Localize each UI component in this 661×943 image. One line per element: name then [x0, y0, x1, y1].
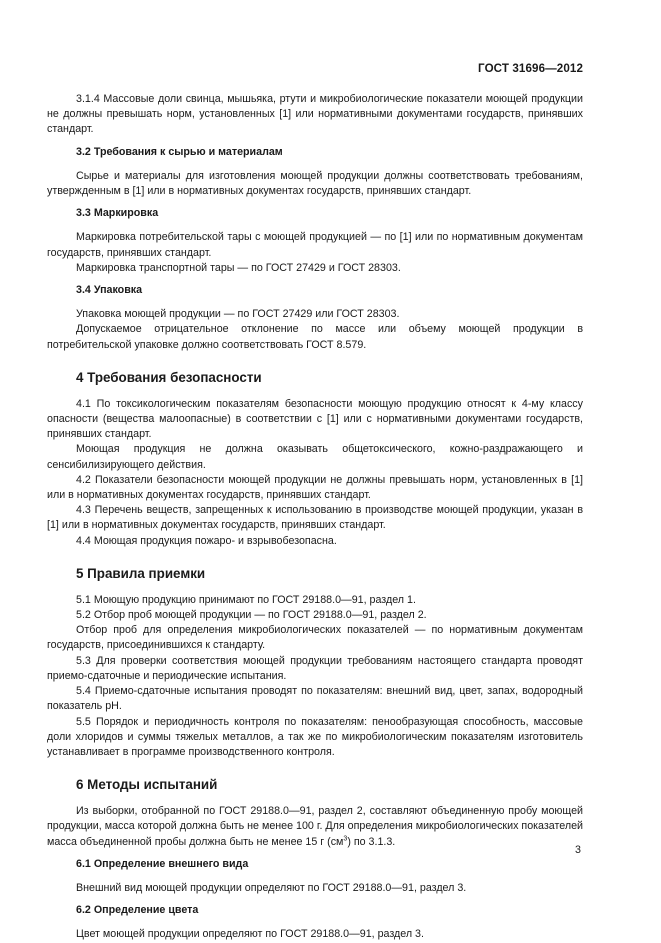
paragraph: Моющая продукция не должна оказывать общетоксического, кожно-раздражающего и сенсибилизирующего действия.: [47, 443, 583, 471]
paragraph: Из выборки, отобранной по ГОСТ 29188.0—91, раздел 2, составляют объединенную пробу моющей продукции, масса которой должна быть не менее 100 г. Для определения микробиологических показателей масса объединенной пробы должна быть не менее 15 г $(см^3)$ по 3.1.3.: [47, 805, 583, 848]
section-heading: 5 Правила приемки: [76, 565, 206, 581]
section-heading: 4 Требования безопасности: [76, 369, 262, 385]
subsection-heading: 6.1 Определение внешнего вида: [76, 857, 249, 870]
paragraph: Отбор проб для определения микробиологических показателей — по нормативным документам государств, присоединившихся к стандарту.: [47, 624, 583, 652]
subsection-heading: 3.3 Маркировка: [76, 207, 159, 220]
subsection-heading: 3.2 Требования к сырью и материалам: [76, 145, 283, 158]
paragraph: Цвет моющей продукции определяют по ГОСТ 29188.0—91, раздел 3.: [76, 928, 424, 941]
page-number: 3: [575, 844, 581, 856]
paragraph: Допускаемое отрицательное отклонение по массе или объему моющей продукции в потребительской упаковке должно соответствовать ГОСТ 8.579.: [47, 323, 583, 351]
paragraph: 5.1 Моющую продукцию принимают по ГОСТ 29188.0—91, раздел 1.: [76, 593, 416, 606]
document-body: [47, 92, 583, 943]
paragraph: 4.4 Моющая продукция пожаро- и взрывобезопасна.: [76, 534, 337, 547]
paragraph: Маркировка транспортной тары — по ГОСТ 27429 и ГОСТ 28303.: [76, 261, 401, 274]
paragraph: Упаковка моющей продукции — по ГОСТ 27429 или ГОСТ 28303.: [76, 308, 400, 321]
paragraph: Маркировка потребительской тары с моющей продукцией — по [1] или по нормативным документам государств, принявших стандарт.: [47, 231, 583, 259]
paragraph: 4.2 Показатели безопасности моющей продукции не должны превышать норм, установленных в [1] или в нормативных документах государств, принявших стандарт.: [47, 473, 583, 502]
subsection-heading: 3.4 Упаковка: [76, 284, 143, 297]
paragraph: 5.5 Порядок и периодичность контроля по показателям: пенообразующая способность, массовые доли хлоридов и суммы тяжелых металлов, а так же по микробиологическим показателям изготовитель устанавливает в программе производственного контроля.: [47, 715, 583, 758]
paragraph: 5.4 Приемо-сдаточные испытания проводят по показателям: внешний вид, цвет, запах, водородный показатель pH.: [47, 685, 583, 713]
paragraph: 5.2 Отбор проб моющей продукции — по ГОСТ 29188.0—91, раздел 2.: [76, 609, 427, 622]
paragraph: 5.3 Для проверки соответствия моющей продукции требованиям настоящего стандарта проводят приемо-сдаточные и периодические испытания.: [47, 654, 583, 682]
paragraph: 4.3 Перечень веществ, запрещенных к использованию в производстве моющей продукции, указан в [1] или в нормативных документах государств, принявших стандарт.: [47, 504, 583, 532]
paragraph: Внешний вид моющей продукции определяют по ГОСТ 29188.0—91, раздел 3.: [76, 881, 467, 894]
paragraph: 4.1 По токсикологическим показателям безопасности моющую продукцию относят к 4-му классу опасности (вещества малоопасные) в соответствии с [1] или с нормативными документами государств, принявших стандарт.: [47, 397, 583, 441]
page-header-standard: ГОСТ 31696—2012: [478, 62, 583, 75]
paragraph: Сырье и материалы для изготовления моющей продукции должны соответствовать требованиям, утвержденным в [1] или в нормативных документах государств, принявших стандарт.: [47, 169, 583, 198]
paragraph: 3.1.4 Массовые доли свинца, мышьяка, ртути и микробиологические показатели моющей продукции не должны превышать норм, установленных [1] или нормативными документами государств, принявших стандарт.: [47, 93, 583, 136]
subsection-heading: 6.2 Определение цвета: [76, 904, 199, 917]
section-heading: 6 Методы испытаний: [76, 777, 218, 793]
